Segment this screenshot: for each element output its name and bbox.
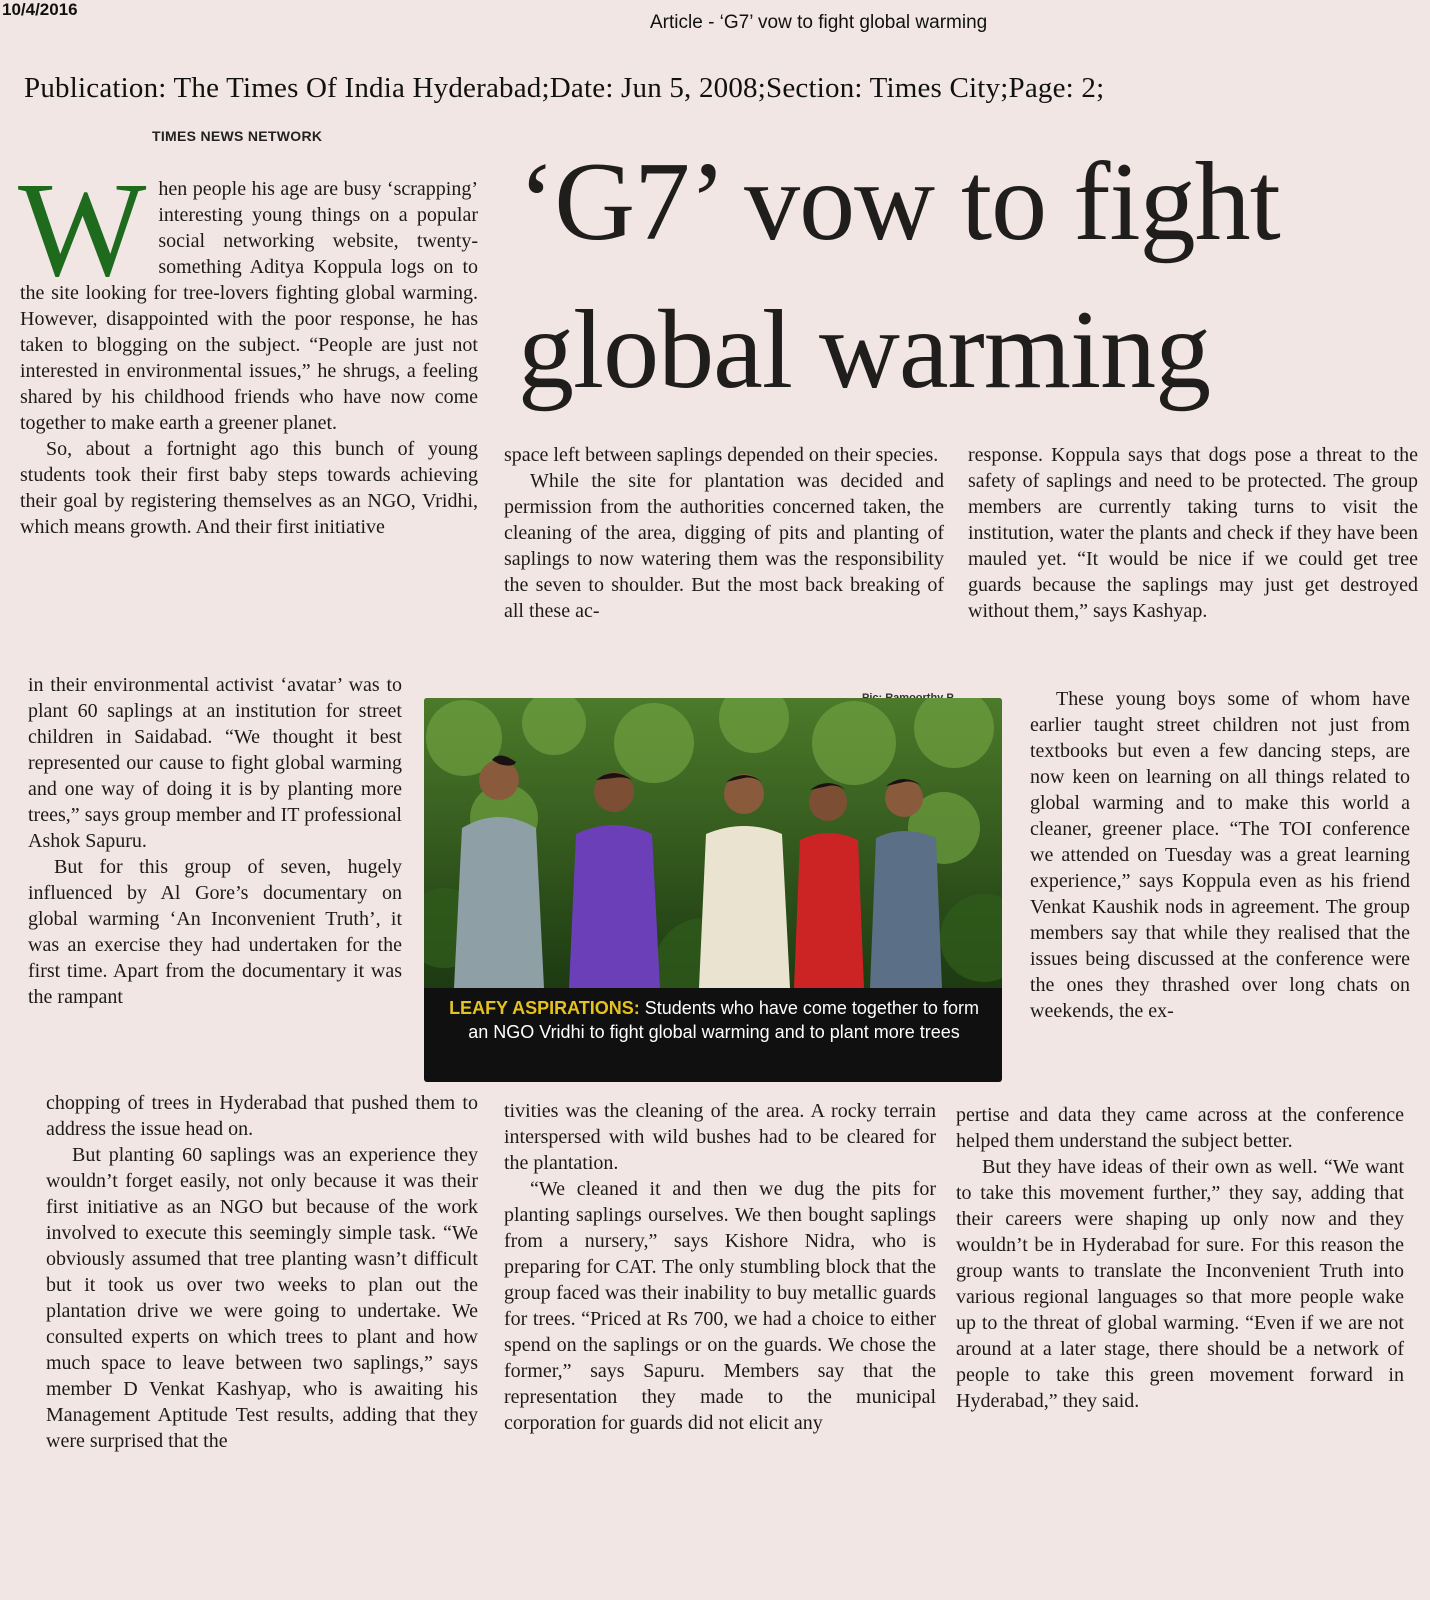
article-paragraph: space left between saplings depended on their species. [504, 444, 939, 466]
photo-box [424, 698, 1002, 1082]
article-paragraph: response. Koppula says that dogs pose a threat to the safety of saplings and need to be protected. The group members are currently taking turns to visit the institution, water the plants and check if they have been mauled yet. “It would be nice if we could get tree guards because the saplings may just get destroyed without them,” says Kashyap. [968, 444, 1418, 622]
article-column-1-bottom [46, 1090, 478, 1454]
article-paragraph: But planting 60 saplings was an experience they wouldn’t forget easily, not only because it was their first initiative as an NGO but because of the work involved to execute this seemingly simple task. “We obviously assumed that tree planting wasn’t difficult but it took us over two weeks to plan out the plantation drive we were going to undertake. We consulted experts on which trees to plant and how much space to leave between two saplings,” says member D Venkat Kashyap, who is awaiting his Management Aptitude Test results, adding that they were surprised that the [46, 1144, 478, 1452]
article-paragraph: pertise and data they came across at the conference helped them understand the subject better. [956, 1104, 1404, 1152]
print-title: Article - ‘G7’ vow to fight global warming [650, 12, 988, 33]
caption-lead: LEAFY ASPIRATIONS: [449, 998, 640, 1018]
article-paragraph: But for this group of seven, hugely influenced by Al Gore’s documentary on global warming ‘An Inconvenient Truth’, it was an exercise they had undertaken for the first time. Apart from the documentary it was the rampant [28, 856, 402, 1008]
article-column-1-top [18, 155, 478, 540]
photo-caption [444, 996, 984, 1044]
article-column-2-top [504, 442, 944, 624]
caption-text: Students who have come together to form an NGO Vridhi to fight global warming and to plant more trees [468, 998, 979, 1042]
headline: ‘G7’ vow to fight global warming [518, 140, 1280, 412]
article-paragraph: So, about a fortnight ago this bunch of young students took their first baby steps towards achieving their goal by registering themselves as an NGO, Vridhi, which means growth. And their first initiative [20, 438, 478, 538]
article-paragraph: in their environmental activist ‘avatar’ was to plant 60 saplings at an institution for street children in Saidabad. “We thought it best represented our cause to fight global warming and one way of doing it is by planting more trees,” says group member and IT professional Ashok Sapuru. [28, 674, 402, 852]
article-column-3-wrap [1030, 686, 1410, 1024]
article-paragraph: While the site for plantation was decided and permission from the authorities concerned taken, the cleaning of the area, digging of pits and planting of saplings to now watering them was the responsibility the seven to shoulder. But the most back breaking of all these ac- [504, 470, 944, 622]
article-column-3-bottom [956, 1102, 1404, 1414]
article-paragraph: But they have ideas of their own as well. “We want to take this movement further,” they say, adding that their careers were shaping up only now and they wouldn’t be in Hyderabad for sure. For this reason the group wants to translate the Inconvenient Truth into various regional languages so that more people wake up to the threat of global warming. “Even if we are not around at a later stage, there should be a network of people to take this green movement forward in Hyderabad,” they said. [956, 1156, 1404, 1412]
article-paragraph: These young boys some of whom have earlier taught street children not just from textbooks but even a few dancing steps, are now keen on learning on all things related to global warming and to make this world a cleaner, greener place. “The TOI conference we attended on Tuesday was a great learning experience,” says Koppula even as his friend Venkat Kaushik nods in agreement. The group members say that while they realised that the issues being discussed at the conference were the ones they thrashed over long chats on weekends, the ex- [1030, 688, 1410, 1022]
article-column-3-top [968, 442, 1418, 624]
byline: TIMES NEWS NETWORK [152, 128, 323, 144]
group-photo [424, 698, 1002, 988]
print-date: 10/4/2016 [2, 0, 78, 19]
article-column-2-bottom [504, 1098, 936, 1436]
drop-cap: W [18, 155, 147, 305]
publication-line: Publication: The Times Of India Hyderabad;Date: Jun 5, 2008;Section: Times City;Page: 2; [24, 72, 1105, 104]
article-paragraph: hen people his age are busy ‘scrapping’ interesting young things on a popular social networking website, twenty-something Aditya Koppula logs on to the site looking for tree-lovers fighting global warming. However, disappointed with the poor response, he has taken to blogging on the subject. “People are just not interested in environmental issues,” he shrugs, a feeling shared by his childhood friends who have now come together to make earth a greener planet. [20, 178, 478, 434]
article-paragraph: “We cleaned it and then we dug the pits for planting saplings ourselves. We then bought saplings from a nursery,” says Kishore Nidra, who is preparing for CAT. The only stumbling block that the group faced was their inability to buy metallic guards for trees. “Priced at Rs 700, we had a choice to either spend on the saplings or on the guards. We chose the former,” says Sapuru. Members say that the representation they made to the municipal corporation for guards did not elicit any [504, 1178, 936, 1434]
article-column-1-wrap [28, 672, 402, 1010]
article-paragraph: tivities was the cleaning of the area. A rocky terrain interspersed with wild bushes had to be cleared for the plantation. [504, 1100, 936, 1174]
article-paragraph: chopping of trees in Hyderabad that pushed them to address the issue head on. [46, 1092, 478, 1140]
